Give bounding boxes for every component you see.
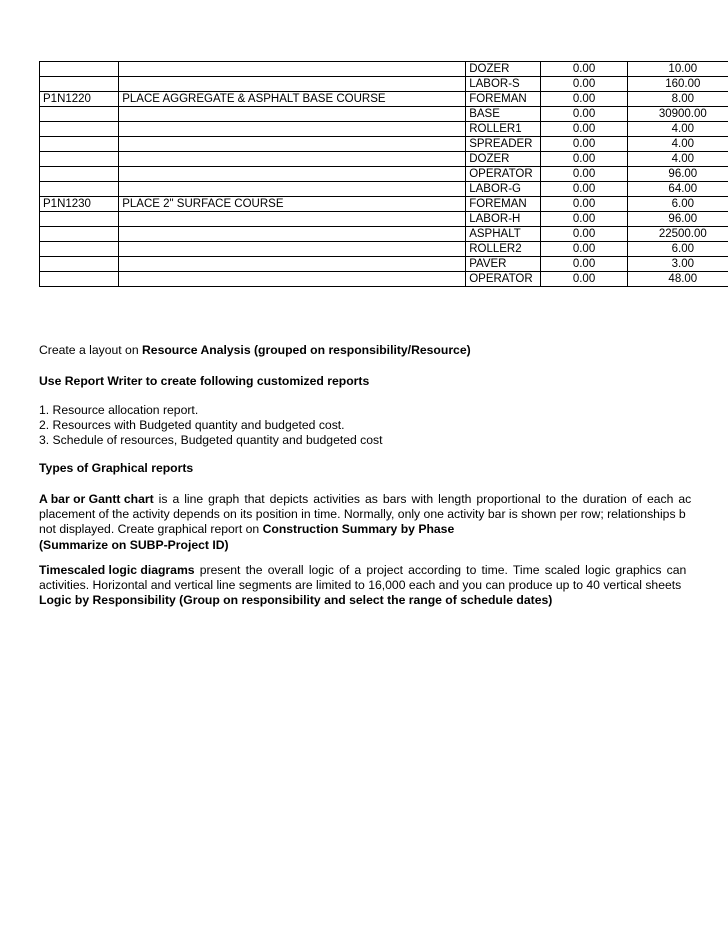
resource-table bbox=[39, 61, 728, 287]
resource-cell: ROLLER1 bbox=[466, 122, 541, 137]
activity-description-cell bbox=[119, 272, 466, 287]
gantt-line-3 bbox=[39, 522, 728, 537]
quantity-cell: 0.00 bbox=[541, 92, 627, 107]
resource-cell: FOREMAN bbox=[466, 92, 541, 107]
gantt-line-1-text: is a line graph that depicts activities as bars with length proportional to the duration of each ac bbox=[153, 492, 692, 506]
activity-id-cell bbox=[40, 122, 119, 137]
activity-description-cell bbox=[119, 152, 466, 167]
graphical-heading: Types of Graphical reports bbox=[39, 461, 194, 475]
quantity-cell: 0.00 bbox=[541, 227, 627, 242]
layout-instruction-bold: Resource Analysis (grouped on responsibility/Resource) bbox=[141, 343, 471, 357]
resource-table-body bbox=[40, 62, 728, 287]
table-row bbox=[40, 137, 728, 152]
resource-cell: ASPHALT bbox=[466, 227, 541, 242]
activity-description-cell bbox=[119, 182, 466, 197]
table-row bbox=[40, 182, 728, 197]
quantity-cell: 0.00 bbox=[541, 77, 627, 92]
activity-description-cell bbox=[119, 257, 466, 272]
activity-description-cell bbox=[119, 77, 466, 92]
budget-cell: 4.00 bbox=[627, 152, 728, 167]
resource-cell: PAVER bbox=[466, 257, 541, 272]
table-row bbox=[40, 197, 728, 212]
budget-cell: 8.00 bbox=[627, 92, 728, 107]
report-list-item: 1. Resource allocation report. bbox=[39, 403, 199, 417]
quantity-cell: 0.00 bbox=[541, 272, 627, 287]
activity-id-cell bbox=[40, 152, 119, 167]
timescaled-paragraph bbox=[39, 563, 728, 609]
activity-id-cell bbox=[40, 212, 119, 227]
activity-id-cell bbox=[40, 62, 119, 77]
table-row bbox=[40, 212, 728, 227]
layout-instruction bbox=[39, 343, 728, 358]
report-list-item: 2. Resources with Budgeted quantity and budgeted cost. bbox=[39, 418, 345, 433]
report-list bbox=[39, 403, 728, 449]
timescaled-line-3: Logic by Responsibility (Group on responsibility and select the range of schedule dates) bbox=[39, 593, 553, 608]
budget-cell: 160.00 bbox=[627, 77, 728, 92]
activity-id-cell bbox=[40, 137, 119, 152]
resource-cell: BASE bbox=[466, 107, 541, 122]
resource-cell: LABOR-H bbox=[466, 212, 541, 227]
table-row bbox=[40, 257, 728, 272]
budget-cell: 22500.00 bbox=[627, 227, 728, 242]
table-row bbox=[40, 167, 728, 182]
timescaled-line-1-text: present the overall logic of a project according to time. Time scaled logic graphics can bbox=[194, 563, 687, 577]
activity-description-cell bbox=[119, 122, 466, 137]
report-list-item: 3. Schedule of resources, Budgeted quantity and budgeted cost bbox=[39, 433, 383, 448]
activity-id-cell bbox=[40, 272, 119, 287]
activity-description-cell bbox=[119, 227, 466, 242]
activity-description-cell bbox=[119, 242, 466, 257]
quantity-cell: 0.00 bbox=[541, 137, 627, 152]
activity-id-cell bbox=[40, 242, 119, 257]
gantt-term: A bar or Gantt chart bbox=[39, 492, 154, 506]
quantity-cell: 0.00 bbox=[541, 257, 627, 272]
budget-cell: 64.00 bbox=[627, 182, 728, 197]
table-row bbox=[40, 107, 728, 122]
gantt-line-3-text: not displayed. Create graphical report on bbox=[39, 522, 263, 537]
activity-id-cell bbox=[40, 77, 119, 92]
gantt-line-4: (Summarize on SUBP-Project ID) bbox=[39, 537, 229, 552]
activity-id-cell bbox=[40, 167, 119, 182]
timescaled-line-1 bbox=[39, 563, 728, 578]
gantt-paragraph bbox=[39, 492, 728, 553]
resource-cell: DOZER bbox=[466, 152, 541, 167]
quantity-cell: 0.00 bbox=[541, 242, 627, 257]
timescaled-term: Timescaled logic diagrams bbox=[39, 563, 195, 577]
resource-cell: OPERATOR bbox=[466, 167, 541, 182]
budget-cell: 4.00 bbox=[627, 122, 728, 137]
quantity-cell: 0.00 bbox=[541, 152, 627, 167]
quantity-cell: 0.00 bbox=[541, 122, 627, 137]
table-row bbox=[40, 272, 728, 287]
activity-id-cell: P1N1230 bbox=[40, 197, 119, 212]
quantity-cell: 0.00 bbox=[541, 182, 627, 197]
activity-id-cell bbox=[40, 257, 119, 272]
activity-id-cell bbox=[40, 182, 119, 197]
budget-cell: 30900.00 bbox=[627, 107, 728, 122]
table-row bbox=[40, 152, 728, 167]
budget-cell: 6.00 bbox=[627, 242, 728, 257]
gantt-line-1 bbox=[39, 492, 728, 507]
table-row bbox=[40, 62, 728, 77]
quantity-cell: 0.00 bbox=[541, 62, 627, 77]
quantity-cell: 0.00 bbox=[541, 167, 627, 182]
budget-cell: 6.00 bbox=[627, 197, 728, 212]
activity-description-cell bbox=[119, 107, 466, 122]
timescaled-line-2: activities. Horizontal and vertical line segments are limited to 16,000 each and you can produce up to 40 vertical sheets bbox=[39, 578, 682, 593]
table-row bbox=[40, 92, 728, 107]
resource-cell: DOZER bbox=[466, 62, 541, 77]
activity-id-cell bbox=[40, 227, 119, 242]
budget-cell: 10.00 bbox=[627, 62, 728, 77]
activity-description-cell: PLACE AGGREGATE & ASPHALT BASE COURSE bbox=[119, 92, 466, 107]
quantity-cell: 0.00 bbox=[541, 212, 627, 227]
budget-cell: 4.00 bbox=[627, 137, 728, 152]
activity-description-cell bbox=[119, 167, 466, 182]
resource-cell: LABOR-S bbox=[466, 77, 541, 92]
activity-description-cell bbox=[119, 62, 466, 77]
table-row bbox=[40, 227, 728, 242]
activity-description-cell bbox=[119, 212, 466, 227]
report-writer-heading: Use Report Writer to create following customized reports bbox=[39, 374, 370, 388]
activity-description-cell bbox=[119, 137, 466, 152]
budget-cell: 48.00 bbox=[627, 272, 728, 287]
activity-id-cell bbox=[40, 107, 119, 122]
activity-id-cell: P1N1220 bbox=[40, 92, 119, 107]
quantity-cell: 0.00 bbox=[541, 107, 627, 122]
table-row bbox=[40, 242, 728, 257]
quantity-cell: 0.00 bbox=[541, 197, 627, 212]
budget-cell: 96.00 bbox=[627, 212, 728, 227]
resource-cell: LABOR-G bbox=[466, 182, 541, 197]
table-row bbox=[40, 77, 728, 92]
table-row bbox=[40, 122, 728, 137]
gantt-line-2: placement of the activity depends on its position in time. Normally, only one activity bar is shown per row; relationships b bbox=[39, 507, 686, 522]
resource-cell: OPERATOR bbox=[466, 272, 541, 287]
gantt-line-3-bold: Construction Summary by Phase bbox=[262, 522, 455, 537]
resource-cell: SPREADER bbox=[466, 137, 541, 152]
budget-cell: 3.00 bbox=[627, 257, 728, 272]
activity-description-cell: PLACE 2" SURFACE COURSE bbox=[119, 197, 466, 212]
resource-cell: ROLLER2 bbox=[466, 242, 541, 257]
resource-cell: FOREMAN bbox=[466, 197, 541, 212]
layout-instruction-prefix: Create a layout on bbox=[39, 343, 142, 357]
budget-cell: 96.00 bbox=[627, 167, 728, 182]
